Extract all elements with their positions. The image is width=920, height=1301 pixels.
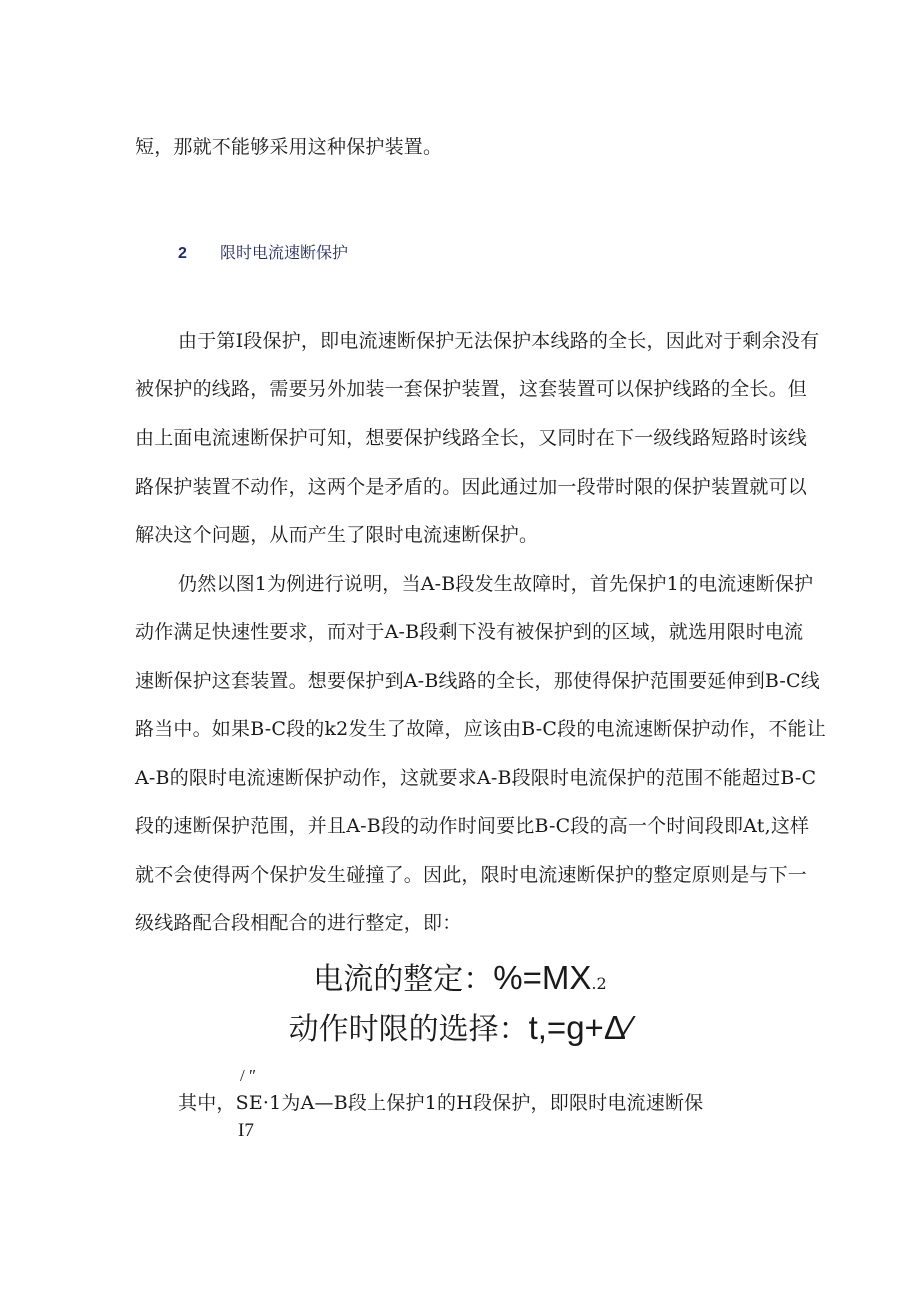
section-title: 限时电流速断保护 <box>220 245 349 262</box>
text-line-top: 短，那就不能够采用这种保护装置。 <box>135 136 443 158</box>
section-heading <box>178 240 348 263</box>
paragraph-line: 动作满足快速性要求，而对于A-B段剩下没有被保护到的区域，就选用限时电流 <box>135 621 804 643</box>
paragraph-line: 段的速断保护范围，并且A-B段的动作时间要比B-C段的高一个时间段即At,这样 <box>135 815 810 837</box>
paragraph-line: 级线路配合段相配合的进行整定，即： <box>135 912 462 934</box>
paragraph-line: 速断保护这套装置。想要保护到A-B线路的全长，那使得保护范围要延伸到B-C线 <box>135 670 820 692</box>
paragraph-line: 路当中。如果B-C段的k2发生了故障，应该由B-C段的电流速断保护动作，不能让 <box>135 718 826 740</box>
paragraph-line: 被保护的线路，需要另外加装一套保护装置，这套装置可以保护线路的全长。但 <box>135 378 808 400</box>
symbol-mark-below: I7 <box>238 1120 254 1141</box>
formula-label: 动作时限的选择： <box>288 1012 529 1047</box>
explain-line: 其中，SE·1为A—B段上保护1的H段保护，即限时电流速断保 <box>178 1092 704 1114</box>
formula-current-setting <box>0 958 920 1004</box>
paragraph-line: 由于第I段保护，即电流速断保护无法保护本线路的全长，因此对于剩余没有 <box>178 330 820 352</box>
formula-time-limit <box>0 1008 920 1050</box>
paragraph-line: 由上面电流速断保护可知，想要保护线路全长，又同时在下一级线路短路时该线 <box>135 427 808 449</box>
formula-expression: %=MX <box>493 959 592 996</box>
paragraph-line: 路保护装置不动作，这两个是矛盾的。因此通过加一段带时限的保护装置就可以 <box>135 476 808 498</box>
section-number: 2 <box>178 245 187 262</box>
formula-expression: t,=g+Δ⁄ <box>528 1009 632 1046</box>
paragraph-line: 仍然以图1为例进行说明，当A-B段发生故障时，首先保护1的电流速断保护 <box>178 573 814 595</box>
formula-label: 电流的整定： <box>313 962 494 997</box>
paragraph-line: A-B的限时电流速断保护动作，这就要求A-B段限时电流保护的范围不能超过B-C <box>135 767 817 789</box>
formula-subscript: .2 <box>591 974 607 993</box>
paragraph-line: 就不会使得两个保护发生碰撞了。因此，限时电流速断保护的整定原则是与下一 <box>135 864 808 886</box>
symbol-mark-above: / ″ <box>240 1066 257 1085</box>
paragraph-line: 解决这个问题，从而产生了限时电流速断保护。 <box>135 524 539 546</box>
